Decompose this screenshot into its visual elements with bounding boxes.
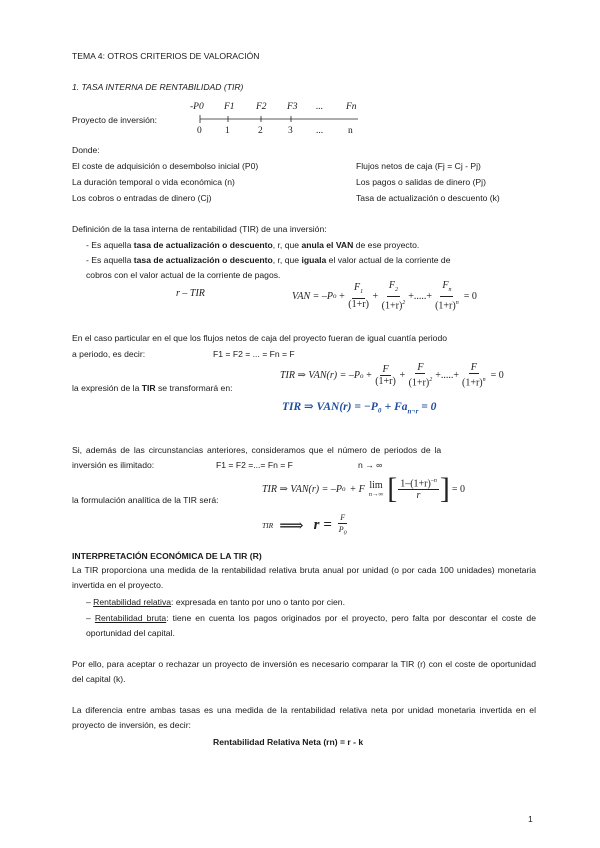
n-to-infinity: n → ∞ (358, 460, 383, 470)
definition-intro: Definición de la tasa interna de rentabilidad (TIR) de una inversión: (72, 224, 327, 234)
timeline-flow-dots: ... (316, 102, 324, 112)
def-right-3: Tasa de actualización o descuento (k) (356, 193, 500, 203)
interpretation-heading: INTERPRETACIÓN ECONÓMICA DE LA TIR (R) (72, 551, 262, 561)
timeline-period-0: 0 (197, 126, 202, 136)
rentabilidad-bruta-item: – Rentabilidad bruta: tiene en cuenta los pagos originados por el proyecto, pero falta por descontar el coste de oportunidad del capital. (86, 613, 536, 638)
timeline-diagram (188, 100, 368, 140)
equation-tir-annuity: TIR ⇒ $VAN(r) = -P_0 + Fa_{n\neg r} = 0$ (282, 401, 437, 416)
interpretation-paragraph: La TIR proporciona una medida de la rentabilidad relativa bruta anual por unidad (o por cada 100 unidades) monetaria invertida en el proyecto. (72, 565, 536, 590)
equation-tir-perpetual: TIR ⇒ VAN(r) = –P o + F lim n→∞ [ $\frac{1-(1+r)^{-n}}{r}$ ] = 0 (262, 472, 465, 505)
timeline-flow-f1: F1 (224, 102, 235, 112)
equation-tir-equal-flows: TIR ⇒ VAN(r) = –P o + $\frac{F}{(1+r)}$ + $\frac{F}{(1+r)^2}$ +.....+ $\frac{F}{(1+r)^n}$ = 0 (280, 362, 504, 389)
definition-bullet-1: - Es aquella tasa de actualización o descuento, r, que anula el VAN de ese proyecto. (86, 240, 420, 250)
section-heading-tir: 1. TASA INTERNA DE RENTABILIDAD (TIR) (72, 82, 244, 92)
equation-r-perpetuity: TIR ⟹ r = $\frac{F}{P_0}$ (262, 513, 347, 537)
particular-line-1: En el caso particular en el que los flujos netos de caja del proyecto fueran de igual cuantía periodo (72, 333, 448, 343)
definition-bullet-2: - Es aquella tasa de actualización o descuento, r, que iguala el valor actual de la corriente de (86, 255, 451, 265)
equation-van: VAN = –P o + $\frac{F_1}{(1+r)}$ + $\frac{F_2}{(1+r)^2}$ +.....+ $\frac{F_n}{(1+r)^n}$ = 0 (292, 280, 477, 312)
timeline-period-1: 1 (225, 126, 230, 136)
por-ello-paragraph: Por ello, para aceptar o rechazar un proyecto de inversión es necesario comparar la TIR (r) con el coste de oportunidad del capital (k). (72, 659, 536, 684)
timeline-period-2: 2 (258, 126, 263, 136)
diferencia-paragraph: La diferencia entre ambas tasas es una medida de la rentabilidad relativa neta por unidad monetaria invertida en el proyecto de inversión, es decir: (72, 705, 536, 730)
timeline-period-dots: ... (316, 126, 324, 136)
rentabilidad-relativa-item: – Rentabilidad relativa: expresada en tanto por uno o tanto por cien. (86, 597, 345, 607)
donde-label: Donde: (72, 145, 100, 155)
def-left-3: Los cobros o entradas de dinero (Cj) (72, 193, 212, 203)
def-right-2: Los pagos o salidas de dinero (Pj) (356, 177, 486, 187)
timeline-flow-f2: F2 (256, 102, 267, 112)
timeline-flow-fn: Fn (346, 102, 357, 112)
timeline-period-3: 3 (288, 126, 293, 136)
def-right-1: Flujos netos de caja (Fj = Cj - Pj) (356, 161, 481, 171)
particular-line-2: a periodo, es decir: (72, 349, 146, 359)
unlimited-line-2: inversión es ilimitado: (72, 460, 155, 470)
page-number: 1 (528, 814, 533, 824)
equal-flows: F1 = F2 = ... = Fn = F (213, 349, 295, 359)
page-title: TEMA 4: OTROS CRITERIOS DE VALORACIÓN (72, 51, 260, 61)
timeline-flow-f3: F3 (287, 102, 298, 112)
formulation-label: la formulación analítica de la TIR será: (72, 495, 219, 505)
timeline-period-n: n (348, 126, 353, 136)
timeline-flow-p0: -P0 (190, 102, 204, 112)
project-label: Proyecto de inversión: (72, 115, 158, 125)
definition-bullet-2-cont: cobros con el valor actual de la corriente de pagos. (86, 270, 281, 280)
def-left-1: El coste de adquisición o desembolso inicial (P0) (72, 161, 259, 171)
expression-label: la expresión de la TIR se transformará en: (72, 383, 233, 393)
equation-r-tir: r – TIR (176, 288, 205, 299)
unlimited-line-1: Si, además de las circunstancias anteriores, consideramos que el número de periodos de la (72, 445, 442, 455)
rentabilidad-neta-formula: Rentabilidad Relativa Neta (rn) = r - k (213, 737, 364, 747)
equal-flows-2: F1 = F2 =...= Fn = F (216, 460, 293, 470)
def-left-2: La duración temporal o vida económica (n) (72, 177, 235, 187)
